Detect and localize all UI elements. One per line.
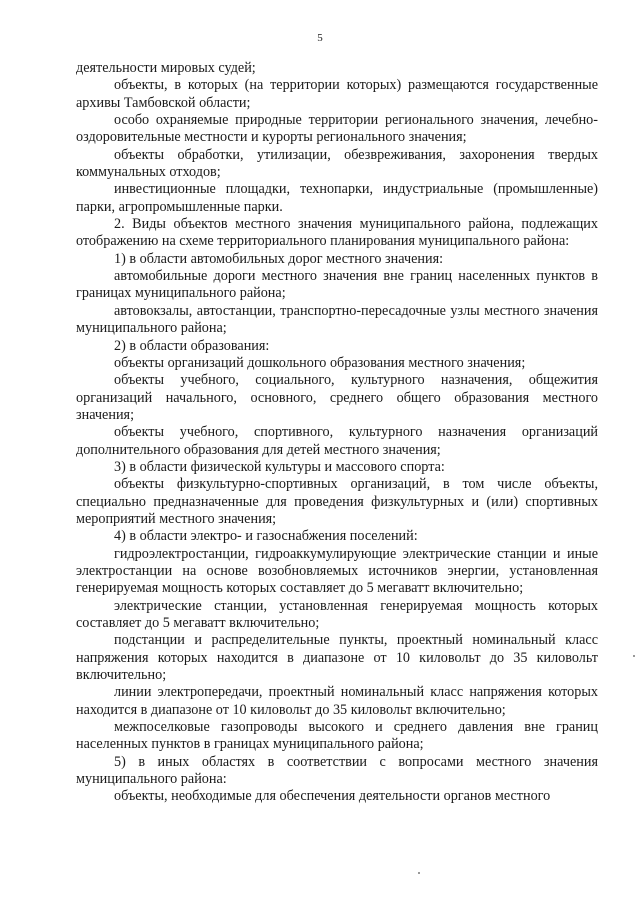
- paragraph: межпоселковые газопроводы высокого и среднего давления вне границ населенных пунктов в границах муниципального района;: [76, 719, 598, 753]
- paragraph: инвестиционные площадки, технопарки, индустриальные (промышленные) парки, агропромышленные парки.: [76, 181, 598, 215]
- paragraph: 4) в области электро- и газоснабжения поселений:: [114, 528, 418, 545]
- paragraph: 1) в области автомобильных дорог местного значения:: [114, 250, 444, 267]
- paragraph: автомобильные дороги местного значения вне границ населенных пунктов в границах муниципального района;: [76, 268, 598, 302]
- paragraph: 2. Виды объектов местного значения муниципального района, подлежащих отображению на схеме территориального планирования муниципального района:: [76, 216, 598, 250]
- paragraph: объекты учебного, социального, культурного назначения, общежития организаций начального, основного, среднего общего образования местного значения;: [76, 372, 598, 423]
- scan-speck: [633, 655, 635, 657]
- paragraph: подстанции и распределительные пункты, проектный номинальный класс напряжения которых находится в диапазоне от 10 киловольт до 35 киловольт включительно;: [76, 632, 598, 684]
- paragraph: гидроэлектростанции, гидроаккумулирующие электрические станции и иные электростанции на основе возобновляемых источников энергии, установленная генерируемая мощность которых составляет до 5 мегаватт включительно;: [76, 545, 598, 597]
- paragraph: 2) в области образования:: [114, 337, 270, 354]
- paragraph: объекты учебного, спортивного, культурного назначения организаций дополнительного образования для детей местного значения;: [76, 424, 598, 458]
- paragraph: линии электропередачи, проектный номинальный класс напряжения которых находится в диапазоне от 10 киловольт до 35 киловольт включительно;: [76, 684, 598, 718]
- paragraph: объекты, в которых (на территории которых) размещаются государственные архивы Тамбовской области;: [76, 77, 598, 111]
- paragraph: 5) в иных областях в соответствии с вопросами местного значения муниципального района:: [76, 753, 598, 788]
- paragraph: электрические станции, установленная генерируемая мощность которых составляет до 5 мегаватт включительно;: [76, 597, 598, 631]
- paragraph: особо охраняемые природные территории регионального значения, лечебно-оздоровительные местности и курорты регионального значения;: [76, 112, 598, 146]
- document-body: [76, 60, 598, 806]
- paragraph: объекты организаций дошкольного образования местного значения;: [114, 354, 526, 371]
- paragraph: объекты обработки, утилизации, обезвреживания, захоронения твердых коммунальных отходов;: [76, 146, 598, 181]
- paragraph: деятельности мировых судей;: [76, 60, 256, 76]
- paragraph: автовокзалы, автостанции, транспортно-пересадочные узлы местного значения муниципального района;: [76, 302, 598, 337]
- scan-speck: [418, 872, 420, 874]
- page-number: 5: [317, 32, 323, 44]
- paragraph: объекты физкультурно-спортивных организаций, в том числе объекты, специально предназначенные для проведения физкультурных и (или) спортивных мероприятий местного значения;: [76, 476, 598, 527]
- paragraph: объекты, необходимые для обеспечения деятельности органов местного: [114, 788, 551, 805]
- paragraph: 3) в области физической культуры и массового спорта:: [114, 458, 445, 475]
